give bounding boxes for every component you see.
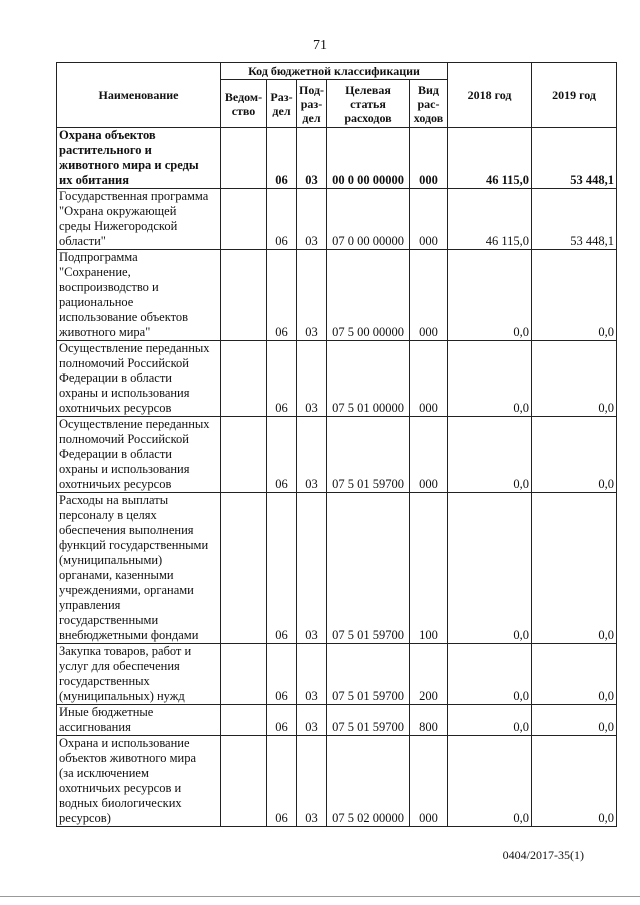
row-2019: 0,0 — [532, 417, 617, 493]
row-2019: 53 448,1 — [532, 189, 617, 250]
row-name: Охрана объектов растительного и животного мира и среды их обитания — [57, 128, 221, 189]
row-2019: 0,0 — [532, 736, 617, 827]
row-subsection: 03 — [297, 705, 327, 736]
bottom-rule — [0, 896, 640, 897]
row-exptype: 000 — [410, 736, 448, 827]
row-subsection: 03 — [297, 417, 327, 493]
row-exptype: 000 — [410, 128, 448, 189]
table-row — [57, 189, 617, 250]
row-section: 06 — [267, 644, 297, 705]
row-dept — [221, 417, 267, 493]
table-row — [57, 128, 617, 189]
row-2019: 0,0 — [532, 250, 617, 341]
header-dept: Ведом- ство — [221, 80, 267, 128]
row-target: 07 5 01 00000 — [327, 341, 410, 417]
row-subsection: 03 — [297, 493, 327, 644]
row-dept — [221, 705, 267, 736]
table-row — [57, 644, 617, 705]
row-subsection: 03 — [297, 128, 327, 189]
row-dept — [221, 250, 267, 341]
row-section: 06 — [267, 128, 297, 189]
row-2018: 0,0 — [448, 493, 532, 644]
row-dept — [221, 128, 267, 189]
row-exptype: 200 — [410, 644, 448, 705]
table-row — [57, 705, 617, 736]
row-exptype: 000 — [410, 341, 448, 417]
header-target: Целевая статья расходов — [327, 80, 410, 128]
row-section: 06 — [267, 341, 297, 417]
table-row — [57, 736, 617, 827]
row-name: Закупка товаров, работ и услуг для обеспечения государственных (муниципальных) нужд — [57, 644, 221, 705]
row-subsection: 03 — [297, 736, 327, 827]
row-section: 06 — [267, 417, 297, 493]
row-target: 07 5 01 59700 — [327, 493, 410, 644]
row-2018: 0,0 — [448, 736, 532, 827]
row-name: Осуществление переданных полномочий Российской Федерации в области охраны и использования охотничьих ресурсов — [57, 417, 221, 493]
row-target: 07 5 01 59700 — [327, 705, 410, 736]
row-name: Государственная программа "Охрана окружающей среды Нижегородской области" — [57, 189, 221, 250]
row-name: Подпрограмма "Сохранение, воспроизводство и рациональное использование объектов животного мира" — [57, 250, 221, 341]
header-section: Раз- дел — [267, 80, 297, 128]
table-row — [57, 341, 617, 417]
header-2019: 2019 год — [532, 63, 617, 128]
row-target: 07 5 01 59700 — [327, 644, 410, 705]
row-subsection: 03 — [297, 250, 327, 341]
row-2019: 0,0 — [532, 341, 617, 417]
row-dept — [221, 493, 267, 644]
row-target: 07 5 02 00000 — [327, 736, 410, 827]
row-target: 00 0 00 00000 — [327, 128, 410, 189]
row-2018: 0,0 — [448, 417, 532, 493]
row-2018: 0,0 — [448, 644, 532, 705]
row-section: 06 — [267, 736, 297, 827]
row-2019: 0,0 — [532, 644, 617, 705]
table-row — [57, 493, 617, 644]
document-code: 0404/2017-35(1) — [502, 848, 584, 862]
row-exptype: 100 — [410, 493, 448, 644]
header-subsection: Под- раз- дел — [297, 80, 327, 128]
row-section: 06 — [267, 189, 297, 250]
row-subsection: 03 — [297, 189, 327, 250]
row-2018: 0,0 — [448, 341, 532, 417]
header-budget-classification: Код бюджетной классификации — [221, 63, 448, 80]
row-2018: 0,0 — [448, 250, 532, 341]
row-exptype: 000 — [410, 417, 448, 493]
row-name: Осуществление переданных полномочий Российской Федерации в области охраны и использования охотничьих ресурсов — [57, 341, 221, 417]
table-row — [57, 250, 617, 341]
table-row — [57, 417, 617, 493]
row-name: Охрана и использование объектов животного мира (за исключением охотничьих ресурсов и водных биологических ресурсов) — [57, 736, 221, 827]
budget-table — [56, 62, 617, 827]
row-target: 07 0 00 00000 — [327, 189, 410, 250]
row-dept — [221, 341, 267, 417]
row-name: Иные бюджетные ассигнования — [57, 705, 221, 736]
header-exptype: Вид рас- ходов — [410, 80, 448, 128]
row-2018: 46 115,0 — [448, 128, 532, 189]
row-dept — [221, 736, 267, 827]
row-2018: 46 115,0 — [448, 189, 532, 250]
header-2018: 2018 год — [448, 63, 532, 128]
header-name: Наименование — [57, 63, 221, 128]
page-number: 71 — [313, 38, 327, 53]
row-section: 06 — [267, 493, 297, 644]
row-name: Расходы на выплаты персоналу в целях обеспечения выполнения функций государственными (муниципальными) органами, казенными учреждениями, органами управления государственными внебюджетными фондами — [57, 493, 221, 644]
row-exptype: 800 — [410, 705, 448, 736]
row-subsection: 03 — [297, 341, 327, 417]
row-dept — [221, 189, 267, 250]
row-subsection: 03 — [297, 644, 327, 705]
row-target: 07 5 01 59700 — [327, 417, 410, 493]
row-exptype: 000 — [410, 250, 448, 341]
row-2019: 0,0 — [532, 493, 617, 644]
row-section: 06 — [267, 250, 297, 341]
row-exptype: 000 — [410, 189, 448, 250]
row-2018: 0,0 — [448, 705, 532, 736]
row-2019: 53 448,1 — [532, 128, 617, 189]
row-section: 06 — [267, 705, 297, 736]
row-target: 07 5 00 00000 — [327, 250, 410, 341]
row-2019: 0,0 — [532, 705, 617, 736]
row-dept — [221, 644, 267, 705]
